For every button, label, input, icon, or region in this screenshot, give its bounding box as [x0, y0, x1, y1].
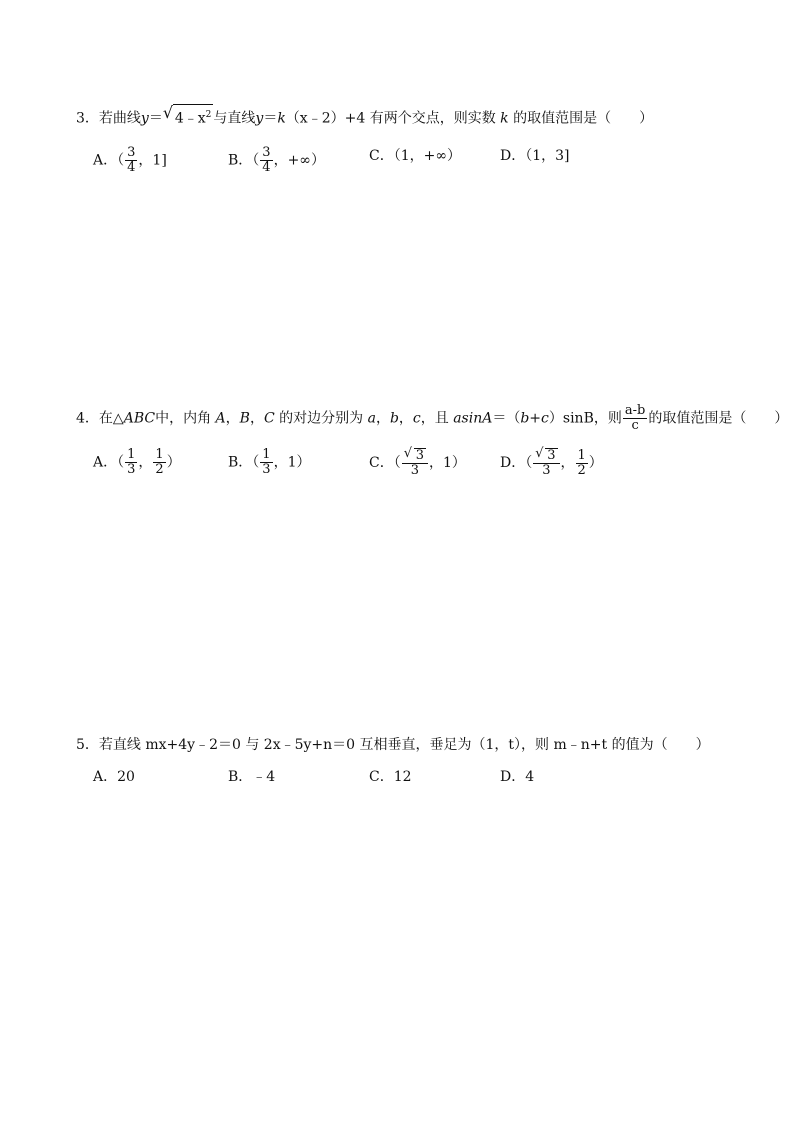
fraction: $\frac{1}{3}$ [127, 447, 136, 477]
q5-option-d[interactable]: D．4 [500, 769, 535, 785]
question-number: 4． [76, 410, 99, 427]
q5-option-c[interactable]: C．12 [369, 769, 412, 785]
q4-option-a[interactable]: A．（ $\frac{1}{3}$ ， $\frac{1}{2}$ ） [93, 447, 181, 477]
question-4-stem: 4．在△ABC中，内角 A，B，C 的对边分别为 a，b，c，且 asinA＝（b+c）sinB，则 $\frac{a-b}{c}$ 的取值范围是（ ） [76, 403, 789, 433]
fraction: $\frac{1}{3}$ [262, 447, 271, 477]
q4-option-d[interactable]: D．（ √ 3 3 ， $\frac{1}{2}$ ） [500, 446, 603, 478]
fraction: √ 3 3 [533, 448, 559, 478]
fraction: $\frac{3}{4}$ [127, 145, 136, 175]
fraction: $\frac{1}{2}$ [577, 447, 586, 478]
q4-option-c[interactable]: C．（ √ 3 3 ，1） [369, 446, 466, 478]
question-number: 5． [76, 737, 99, 753]
fraction: $\frac{1}{2}$ [155, 447, 164, 477]
sqrt-expression: √ $4﹣x^2$ [162, 103, 212, 127]
sqrt-expression: √ 3 [535, 446, 556, 463]
question-number: 3． [76, 110, 99, 127]
q5-option-a[interactable]: A．20 [93, 769, 135, 785]
q3-option-a[interactable]: A．（ $\frac{3}{4}$ ，1] [93, 145, 167, 175]
sqrt-expression: √ 3 [403, 446, 424, 463]
q3-option-b[interactable]: B．（ $\frac{3}{4}$ ，+∞） [228, 145, 325, 175]
q4-option-b[interactable]: B．（ $\frac{1}{3}$ ，1） [228, 447, 311, 477]
q3-option-c[interactable]: C．（1，+∞） [369, 148, 462, 164]
fraction: $\frac{a-b}{c}$ [624, 403, 646, 433]
question-3-stem: 3．若曲线y＝ √ $4﹣x^2$ 与直线y＝k（x﹣2）+4 有两个交点，则实数 k 的取值范围是（ ） [76, 103, 654, 127]
fraction: √ 3 3 [402, 448, 428, 478]
q5-option-b[interactable]: B．﹣4 [228, 769, 276, 785]
fraction: $\frac{3}{4}$ [262, 145, 271, 175]
question-5-stem: 5．若直线 mx+4y﹣2＝0 与 2x﹣5y+n＝0 互相垂直，垂足为（1，t），则 m﹣n+t 的值为（ ） [76, 737, 710, 753]
q3-option-d[interactable]: D．（1，3] [500, 148, 570, 164]
